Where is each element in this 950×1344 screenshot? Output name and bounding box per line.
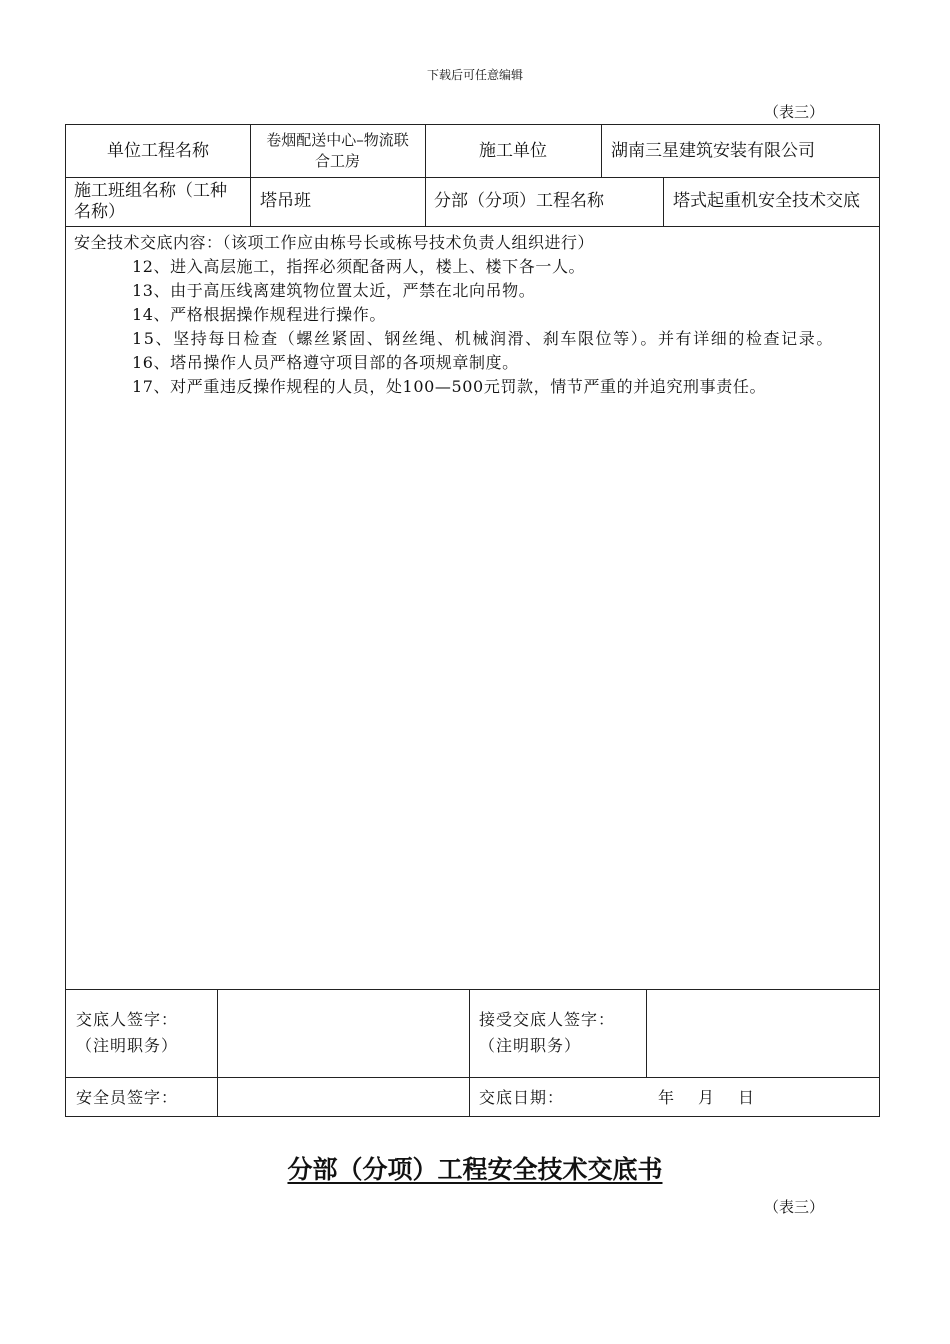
- contractor-label: 施工单位: [479, 140, 547, 161]
- header-note: 下载后可任意编辑: [426, 68, 523, 82]
- discloser-signature-field[interactable]: [217, 989, 469, 1077]
- safety-officer-signature-field[interactable]: [217, 1077, 469, 1117]
- list-item: 16、塔吊操作人员严格遵守项目部的各项规章制度。: [132, 353, 519, 372]
- disclosure-content: [66, 227, 879, 989]
- team-label: 施工班组名称（工种名称）: [74, 180, 227, 222]
- discloser-sign-label-cell: [66, 989, 217, 1077]
- subproject-value: 塔式起重机安全技术交底: [673, 191, 860, 211]
- receiver-sign-note: （注明职务）: [479, 1036, 582, 1055]
- unit-project-label: 单位工程名称: [107, 140, 209, 161]
- content-label: 安全技术交底内容：（该项工作应由栋号长或栋号技术负责人组织进行）: [74, 233, 595, 252]
- document-title: 分部（分项）工程安全技术交底书: [287, 1155, 663, 1184]
- date-label: 交底日期：: [479, 1087, 565, 1107]
- team-value: 塔吊班: [260, 191, 311, 211]
- table-label-top: （表三）: [763, 103, 824, 121]
- unit-project-value: 卷烟配送中心–物流联合工房: [266, 131, 409, 170]
- disclosure-date-cell: [469, 1077, 881, 1117]
- list-item: 17、对严重违反操作规程的人员，处100—500元罚款，情节严重的并追究刑事责任。: [132, 377, 767, 396]
- receiver-sign-label: 接受交底人签字：: [479, 1010, 616, 1029]
- discloser-sign-note: （注明职务）: [76, 1036, 179, 1055]
- date-units: 年 月 日: [658, 1087, 759, 1107]
- list-item: 15、坚持每日检查（螺丝紧固、钢丝绳、机械润滑、刹车限位等）。并有详细的检查记录。: [132, 329, 834, 348]
- safety-disclosure-form: [65, 124, 880, 1117]
- list-item: 14、严格根据操作规程进行操作。: [132, 305, 386, 324]
- discloser-sign-label: 交底人签字：: [76, 1010, 179, 1029]
- list-item: 12、进入高层施工，指挥必须配备两人，楼上、楼下各一人。: [132, 257, 586, 276]
- subproject-label: 分部（分项）工程名称: [434, 191, 604, 211]
- receiver-sign-label-cell: [469, 989, 646, 1077]
- safety-officer-label: 安全员签字：: [76, 1087, 179, 1107]
- table-label-bottom: （表三）: [763, 1198, 824, 1216]
- list-item: 13、由于高压线离建筑物位置太近，严禁在北向吊物。: [132, 281, 536, 300]
- receiver-signature-field[interactable]: [646, 989, 881, 1077]
- contractor-value: 湖南三星建筑安装有限公司: [611, 140, 815, 161]
